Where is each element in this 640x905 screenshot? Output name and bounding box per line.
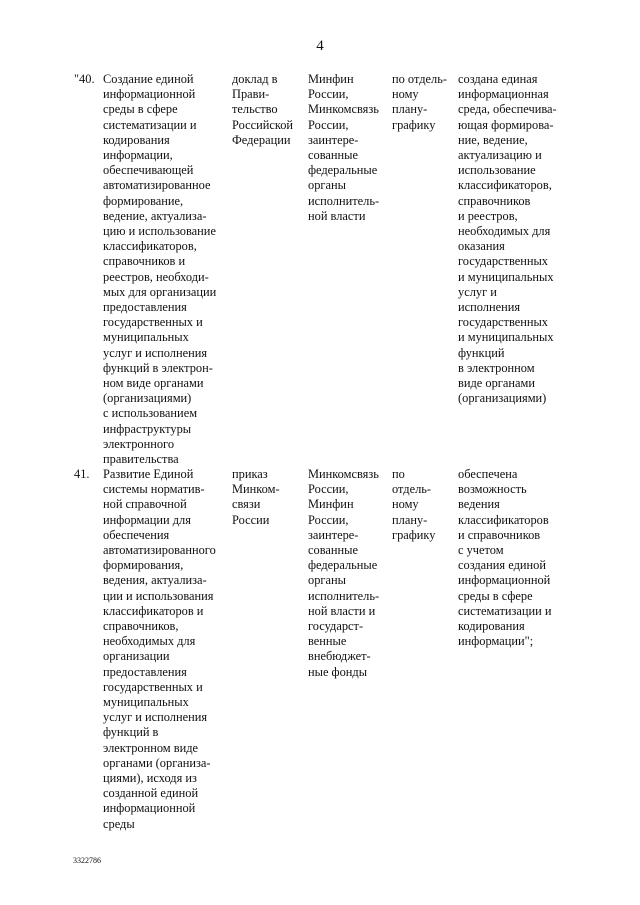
executors: Минкомсвязь России, Минфин России, заинтере- сованные федеральные органы исполнитель- ной власти и государст- венные внебюджет- ные фонды [308, 467, 380, 679]
row-number: 41. [74, 467, 90, 481]
executors: Минфин России, Минкомсвязь России, заинтере- сованные федеральные органы исполнитель- ной власти [308, 72, 380, 223]
document-type: приказ Минком- связи России [232, 467, 280, 527]
document-code: 3322786 [73, 856, 101, 865]
task-name: Создание единой информационной среды в сфере систематизации и кодирования информации, обеспечивающей автоматизированное формирование, ведение, актуализа- цию и использование классификаторов, справочников и реестров, необходи- мых для организации предоставления государственных и муниципальных услуг и исполнения функций в электрон- ном виде органами (организациями) с использованием инфраструктуры электронного правительства [103, 72, 217, 467]
task-name: Развитие Единой системы норматив- ной справочной информации для обеспечения автоматизированного формирования, ведения, актуализа- ции и использования классификаторов и справочников, необходимых для организации предоставления государственных и муниципальных услуг и исполнения функций в электронном виде органами (организа- циями), исходя из созданной единой информационной среды [103, 467, 216, 831]
expected-result: обеспечена возможность ведения классификаторов и справочников с учетом создания единой информационной среды в сфере систематизации и кодирования информации"; [458, 467, 552, 649]
deadline: по отдель- ному плану- графику [392, 72, 447, 132]
expected-result: создана единая информационная среда, обеспечива- ющая формирова- ние, ведение, актуализацию и использование классификаторов, справочников и реестров, необходимых для оказания государственных и муниципальных услуг и исполнения государственных и муниципальных функций в электронном виде органами (организациями) [458, 72, 557, 406]
row-number: "40. [74, 72, 95, 86]
document-type: доклад в Прави- тельство Российской Федерации [232, 72, 294, 147]
deadline: по отдель- ному плану- графику [392, 467, 436, 542]
page-number: 4 [316, 38, 324, 54]
